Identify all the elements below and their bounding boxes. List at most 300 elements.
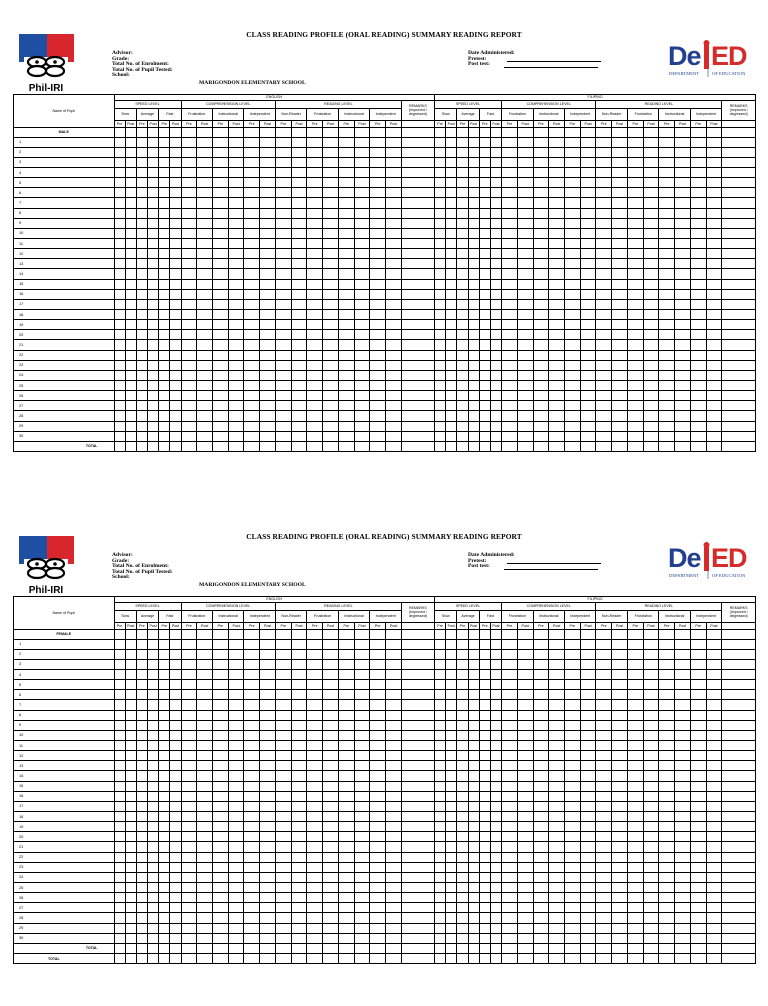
entry-cell[interactable]: [533, 411, 549, 421]
entry-cell[interactable]: [533, 710, 549, 720]
entry-cell[interactable]: [502, 659, 518, 669]
entry-cell[interactable]: [197, 791, 213, 801]
entry-cell[interactable]: [517, 690, 533, 700]
entry-cell[interactable]: [114, 249, 125, 259]
entry-cell[interactable]: [706, 320, 722, 330]
entry-cell[interactable]: [479, 832, 490, 842]
entry-cell[interactable]: [244, 781, 260, 791]
entry-cell[interactable]: [659, 360, 675, 370]
entry-cell[interactable]: [323, 198, 339, 208]
entry-cell[interactable]: [643, 649, 659, 659]
entry-cell[interactable]: [136, 923, 147, 933]
entry-cell[interactable]: [596, 178, 612, 188]
entry-cell[interactable]: [659, 218, 675, 228]
entry-cell[interactable]: [612, 441, 628, 451]
entry-cell[interactable]: [643, 279, 659, 289]
entry-cell[interactable]: [722, 700, 756, 710]
entry-cell[interactable]: [213, 680, 229, 690]
entry-cell[interactable]: [596, 401, 612, 411]
entry-cell[interactable]: [722, 228, 756, 238]
entry-cell[interactable]: [370, 188, 386, 198]
entry-cell[interactable]: [580, 812, 596, 822]
entry-cell[interactable]: [136, 269, 147, 279]
entry-cell[interactable]: [612, 791, 628, 801]
entry-cell[interactable]: [148, 649, 159, 659]
entry-cell[interactable]: [549, 933, 565, 943]
entry-cell[interactable]: [228, 289, 244, 299]
entry-cell[interactable]: [435, 852, 446, 862]
entry-cell[interactable]: [370, 391, 386, 401]
entry-cell[interactable]: [213, 720, 229, 730]
entry-cell[interactable]: [580, 913, 596, 923]
entry-cell[interactable]: [457, 218, 468, 228]
entry-cell[interactable]: [627, 330, 643, 340]
entry-cell[interactable]: [354, 730, 370, 740]
entry-cell[interactable]: [370, 350, 386, 360]
entry-cell[interactable]: [197, 639, 213, 649]
entry-cell[interactable]: [690, 781, 706, 791]
entry-cell[interactable]: [136, 228, 147, 238]
entry-cell[interactable]: [197, 923, 213, 933]
entry-cell[interactable]: [148, 872, 159, 882]
entry-cell[interactable]: [690, 208, 706, 218]
entry-cell[interactable]: [502, 370, 518, 380]
entry-cell[interactable]: [479, 391, 490, 401]
entry-cell[interactable]: [170, 239, 181, 249]
entry-cell[interactable]: [125, 147, 136, 157]
entry-cell[interactable]: [401, 700, 434, 710]
entry-cell[interactable]: [170, 340, 181, 350]
entry-cell[interactable]: [706, 411, 722, 421]
entry-cell[interactable]: [675, 842, 691, 852]
entry-cell[interactable]: [338, 218, 354, 228]
entry-cell[interactable]: [457, 822, 468, 832]
entry-cell[interactable]: [338, 801, 354, 811]
entry-cell[interactable]: [479, 913, 490, 923]
entry-cell[interactable]: [596, 903, 612, 913]
entry-cell[interactable]: [291, 852, 307, 862]
entry-cell[interactable]: [490, 781, 501, 791]
entry-cell[interactable]: [490, 649, 501, 659]
entry-cell[interactable]: [114, 370, 125, 380]
entry-cell[interactable]: [627, 791, 643, 801]
entry-cell[interactable]: [564, 700, 580, 710]
entry-cell[interactable]: [228, 761, 244, 771]
entry-cell[interactable]: [612, 411, 628, 421]
entry-cell[interactable]: [564, 269, 580, 279]
entry-cell[interactable]: [136, 781, 147, 791]
entry-cell[interactable]: [181, 340, 197, 350]
entry-cell[interactable]: [722, 872, 756, 882]
entry-cell[interactable]: [170, 781, 181, 791]
entry-cell[interactable]: [354, 720, 370, 730]
entry-cell[interactable]: [706, 913, 722, 923]
entry-cell[interactable]: [213, 441, 229, 451]
entry-cell[interactable]: [354, 279, 370, 289]
entry-cell[interactable]: [136, 218, 147, 228]
entry-cell[interactable]: [706, 340, 722, 350]
entry-cell[interactable]: [564, 710, 580, 720]
entry-cell[interactable]: [596, 751, 612, 761]
entry-cell[interactable]: [479, 903, 490, 913]
entry-cell[interactable]: [338, 933, 354, 943]
entry-cell[interactable]: [580, 933, 596, 943]
entry-cell[interactable]: [338, 923, 354, 933]
entry-cell[interactable]: [354, 893, 370, 903]
entry-cell[interactable]: [401, 923, 434, 933]
entry-cell[interactable]: [181, 269, 197, 279]
entry-cell[interactable]: [148, 411, 159, 421]
entry-cell[interactable]: [468, 239, 479, 249]
entry-cell[interactable]: [323, 401, 339, 411]
entry-cell[interactable]: [706, 832, 722, 842]
entry-cell[interactable]: [643, 431, 659, 441]
entry-cell[interactable]: [386, 791, 402, 801]
entry-cell[interactable]: [354, 670, 370, 680]
entry-cell[interactable]: [675, 299, 691, 309]
entry-cell[interactable]: [125, 157, 136, 167]
entry-cell[interactable]: [197, 943, 213, 953]
entry-cell[interactable]: [354, 147, 370, 157]
entry-cell[interactable]: [643, 791, 659, 801]
entry-cell[interactable]: [148, 320, 159, 330]
entry-cell[interactable]: [549, 350, 565, 360]
entry-cell[interactable]: [675, 893, 691, 903]
entry-cell[interactable]: [643, 933, 659, 943]
entry-cell[interactable]: [159, 720, 170, 730]
entry-cell[interactable]: [690, 198, 706, 208]
entry-cell[interactable]: [307, 299, 323, 309]
entry-cell[interactable]: [580, 320, 596, 330]
entry-cell[interactable]: [275, 401, 291, 411]
entry-cell[interactable]: [338, 670, 354, 680]
entry-cell[interactable]: [370, 279, 386, 289]
entry-cell[interactable]: [291, 832, 307, 842]
entry-cell[interactable]: [675, 340, 691, 350]
entry-cell[interactable]: [659, 421, 675, 431]
entry-cell[interactable]: [228, 127, 244, 137]
entry-cell[interactable]: [338, 943, 354, 953]
entry-cell[interactable]: [490, 629, 501, 639]
entry-cell[interactable]: [517, 872, 533, 882]
entry-cell[interactable]: [659, 320, 675, 330]
entry-cell[interactable]: [549, 289, 565, 299]
entry-cell[interactable]: [643, 381, 659, 391]
entry-cell[interactable]: [323, 330, 339, 340]
entry-cell[interactable]: [170, 441, 181, 451]
entry-cell[interactable]: [291, 639, 307, 649]
entry-cell[interactable]: [675, 883, 691, 893]
entry-cell[interactable]: [549, 629, 565, 639]
entry-cell[interactable]: [291, 421, 307, 431]
entry-cell[interactable]: [446, 629, 457, 639]
entry-cell[interactable]: [446, 330, 457, 340]
entry-cell[interactable]: [260, 781, 276, 791]
entry-cell[interactable]: [197, 147, 213, 157]
entry-cell[interactable]: [446, 954, 457, 964]
entry-cell[interactable]: [612, 893, 628, 903]
entry-cell[interactable]: [675, 168, 691, 178]
entry-cell[interactable]: [181, 330, 197, 340]
entry-cell[interactable]: [722, 218, 756, 228]
entry-cell[interactable]: [659, 259, 675, 269]
entry-cell[interactable]: [549, 659, 565, 669]
entry-cell[interactable]: [338, 431, 354, 441]
entry-cell[interactable]: [643, 340, 659, 350]
entry-cell[interactable]: [490, 862, 501, 872]
entry-cell[interactable]: [307, 771, 323, 781]
entry-cell[interactable]: [323, 431, 339, 441]
entry-cell[interactable]: [612, 913, 628, 923]
entry-cell[interactable]: [533, 431, 549, 441]
entry-cell[interactable]: [517, 330, 533, 340]
entry-cell[interactable]: [580, 730, 596, 740]
entry-cell[interactable]: [564, 872, 580, 882]
entry-cell[interactable]: [490, 883, 501, 893]
entry-cell[interactable]: [181, 188, 197, 198]
entry-cell[interactable]: [275, 269, 291, 279]
entry-cell[interactable]: [564, 320, 580, 330]
entry-cell[interactable]: [354, 903, 370, 913]
entry-cell[interactable]: [706, 933, 722, 943]
entry-cell[interactable]: [323, 157, 339, 167]
entry-cell[interactable]: [549, 954, 565, 964]
entry-cell[interactable]: [468, 822, 479, 832]
entry-cell[interactable]: [125, 178, 136, 188]
entry-cell[interactable]: [148, 893, 159, 903]
entry-cell[interactable]: [446, 299, 457, 309]
entry-cell[interactable]: [596, 147, 612, 157]
entry-cell[interactable]: [125, 812, 136, 822]
entry-cell[interactable]: [125, 700, 136, 710]
posttest-field[interactable]: [504, 565, 598, 570]
entry-cell[interactable]: [125, 801, 136, 811]
entry-cell[interactable]: [457, 310, 468, 320]
entry-cell[interactable]: [722, 771, 756, 781]
entry-cell[interactable]: [457, 730, 468, 740]
entry-cell[interactable]: [435, 741, 446, 751]
entry-cell[interactable]: [596, 943, 612, 953]
entry-cell[interactable]: [114, 320, 125, 330]
entry-cell[interactable]: [612, 198, 628, 208]
entry-cell[interactable]: [549, 340, 565, 350]
entry-cell[interactable]: [275, 157, 291, 167]
entry-cell[interactable]: [627, 720, 643, 730]
entry-cell[interactable]: [213, 690, 229, 700]
entry-cell[interactable]: [125, 228, 136, 238]
entry-cell[interactable]: [386, 259, 402, 269]
entry-cell[interactable]: [722, 279, 756, 289]
entry-cell[interactable]: [446, 893, 457, 903]
entry-cell[interactable]: [323, 360, 339, 370]
entry-cell[interactable]: [706, 720, 722, 730]
entry-cell[interactable]: [468, 370, 479, 380]
entry-cell[interactable]: [354, 943, 370, 953]
entry-cell[interactable]: [323, 761, 339, 771]
entry-cell[interactable]: [197, 771, 213, 781]
entry-cell[interactable]: [533, 391, 549, 401]
entry-cell[interactable]: [291, 761, 307, 771]
entry-cell[interactable]: [533, 842, 549, 852]
entry-cell[interactable]: [148, 360, 159, 370]
entry-cell[interactable]: [307, 720, 323, 730]
entry-cell[interactable]: [675, 249, 691, 259]
entry-cell[interactable]: [627, 269, 643, 279]
entry-cell[interactable]: [114, 310, 125, 320]
entry-cell[interactable]: [722, 157, 756, 167]
entry-cell[interactable]: [580, 360, 596, 370]
entry-cell[interactable]: [125, 670, 136, 680]
entry-cell[interactable]: [260, 421, 276, 431]
entry-cell[interactable]: [213, 761, 229, 771]
entry-cell[interactable]: [136, 954, 147, 964]
entry-cell[interactable]: [468, 832, 479, 842]
entry-cell[interactable]: [517, 198, 533, 208]
entry-cell[interactable]: [435, 239, 446, 249]
entry-cell[interactable]: [580, 781, 596, 791]
entry-cell[interactable]: [446, 168, 457, 178]
entry-cell[interactable]: [479, 178, 490, 188]
entry-cell[interactable]: [307, 137, 323, 147]
entry-cell[interactable]: [490, 421, 501, 431]
entry-cell[interactable]: [580, 269, 596, 279]
entry-cell[interactable]: [446, 279, 457, 289]
entry-cell[interactable]: [502, 801, 518, 811]
entry-cell[interactable]: [228, 178, 244, 188]
entry-cell[interactable]: [291, 441, 307, 451]
entry-cell[interactable]: [627, 822, 643, 832]
entry-cell[interactable]: [228, 700, 244, 710]
entry-cell[interactable]: [148, 842, 159, 852]
entry-cell[interactable]: [502, 147, 518, 157]
entry-cell[interactable]: [228, 198, 244, 208]
entry-cell[interactable]: [291, 781, 307, 791]
entry-cell[interactable]: [479, 340, 490, 350]
entry-cell[interactable]: [125, 923, 136, 933]
entry-cell[interactable]: [307, 249, 323, 259]
entry-cell[interactable]: [659, 289, 675, 299]
entry-cell[interactable]: [148, 751, 159, 761]
entry-cell[interactable]: [468, 360, 479, 370]
entry-cell[interactable]: [307, 781, 323, 791]
entry-cell[interactable]: [446, 147, 457, 157]
entry-cell[interactable]: [533, 639, 549, 649]
entry-cell[interactable]: [275, 279, 291, 289]
entry-cell[interactable]: [675, 649, 691, 659]
entry-cell[interactable]: [643, 893, 659, 903]
entry-cell[interactable]: [627, 228, 643, 238]
entry-cell[interactable]: [323, 381, 339, 391]
entry-cell[interactable]: [125, 360, 136, 370]
entry-cell[interactable]: [401, 350, 434, 360]
entry-cell[interactable]: [533, 299, 549, 309]
entry-cell[interactable]: [197, 401, 213, 411]
entry-cell[interactable]: [690, 431, 706, 441]
entry-cell[interactable]: [159, 781, 170, 791]
entry-cell[interactable]: [213, 872, 229, 882]
entry-cell[interactable]: [479, 791, 490, 801]
entry-cell[interactable]: [197, 279, 213, 289]
entry-cell[interactable]: [643, 741, 659, 751]
entry-cell[interactable]: [125, 649, 136, 659]
entry-cell[interactable]: [275, 168, 291, 178]
entry-cell[interactable]: [627, 127, 643, 137]
entry-cell[interactable]: [435, 137, 446, 147]
entry-cell[interactable]: [338, 391, 354, 401]
entry-cell[interactable]: [502, 903, 518, 913]
entry-cell[interactable]: [446, 228, 457, 238]
entry-cell[interactable]: [643, 670, 659, 680]
entry-cell[interactable]: [213, 629, 229, 639]
entry-cell[interactable]: [627, 208, 643, 218]
entry-cell[interactable]: [291, 801, 307, 811]
entry-cell[interactable]: [148, 670, 159, 680]
entry-cell[interactable]: [706, 299, 722, 309]
entry-cell[interactable]: [307, 629, 323, 639]
entry-cell[interactable]: [517, 842, 533, 852]
entry-cell[interactable]: [490, 289, 501, 299]
entry-cell[interactable]: [479, 289, 490, 299]
entry-cell[interactable]: [479, 330, 490, 340]
entry-cell[interactable]: [722, 730, 756, 740]
entry-cell[interactable]: [181, 320, 197, 330]
entry-cell[interactable]: [596, 670, 612, 680]
entry-cell[interactable]: [675, 360, 691, 370]
entry-cell[interactable]: [549, 431, 565, 441]
entry-cell[interactable]: [197, 431, 213, 441]
entry-cell[interactable]: [148, 188, 159, 198]
entry-cell[interactable]: [228, 330, 244, 340]
entry-cell[interactable]: [490, 801, 501, 811]
entry-cell[interactable]: [228, 441, 244, 451]
entry-cell[interactable]: [125, 680, 136, 690]
entry-cell[interactable]: [479, 680, 490, 690]
entry-cell[interactable]: [627, 431, 643, 441]
entry-cell[interactable]: [170, 923, 181, 933]
entry-cell[interactable]: [502, 639, 518, 649]
entry-cell[interactable]: [612, 239, 628, 249]
entry-cell[interactable]: [612, 741, 628, 751]
entry-cell[interactable]: [446, 340, 457, 350]
entry-cell[interactable]: [148, 741, 159, 751]
entry-cell[interactable]: [446, 883, 457, 893]
entry-cell[interactable]: [627, 659, 643, 669]
entry-cell[interactable]: [181, 903, 197, 913]
entry-cell[interactable]: [291, 401, 307, 411]
entry-cell[interactable]: [370, 812, 386, 822]
entry-cell[interactable]: [643, 710, 659, 720]
entry-cell[interactable]: [706, 381, 722, 391]
entry-cell[interactable]: [457, 943, 468, 953]
entry-cell[interactable]: [370, 431, 386, 441]
entry-cell[interactable]: [136, 710, 147, 720]
entry-cell[interactable]: [502, 381, 518, 391]
entry-cell[interactable]: [457, 198, 468, 208]
entry-cell[interactable]: [291, 320, 307, 330]
entry-cell[interactable]: [291, 289, 307, 299]
entry-cell[interactable]: [612, 228, 628, 238]
entry-cell[interactable]: [386, 330, 402, 340]
entry-cell[interactable]: [549, 872, 565, 882]
entry-cell[interactable]: [706, 157, 722, 167]
entry-cell[interactable]: [690, 903, 706, 913]
entry-cell[interactable]: [354, 157, 370, 167]
entry-cell[interactable]: [136, 791, 147, 801]
entry-cell[interactable]: [675, 208, 691, 218]
entry-cell[interactable]: [213, 289, 229, 299]
entry-cell[interactable]: [468, 943, 479, 953]
entry-cell[interactable]: [307, 360, 323, 370]
